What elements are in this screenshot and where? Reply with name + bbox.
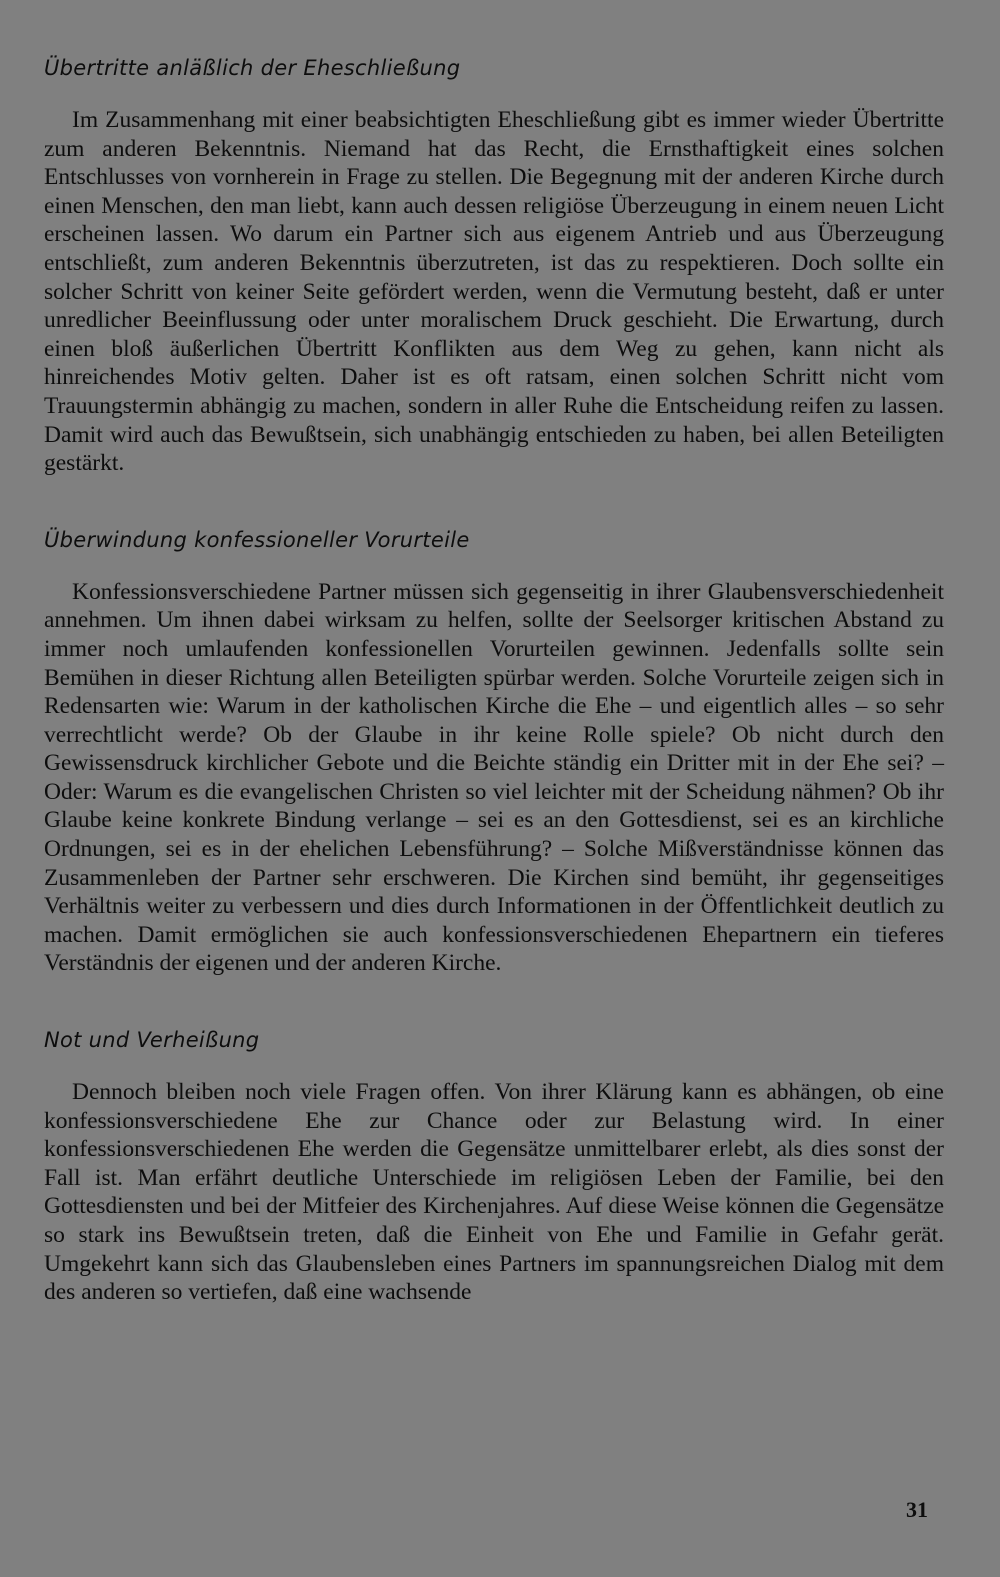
section-heading: Not und Verheißung xyxy=(44,1028,260,1053)
section-paragraph: Im Zusammenhang mit einer beabsichtigten Eheschließung gibt es immer wieder Übertritte zum anderen Bekenntnis. Niemand hat das Recht, die Ernsthaftigkeit eines solchen Entschlusses von vornherein in Frage zu stellen. Die Begegnung mit der anderen Kirche durch einen Menschen, den man liebt, kann auch dessen religiöse Überzeugung in einem neuen Licht erscheinen lassen. Wo darum ein Partner sich aus eigenem Antrieb und aus Überzeugung entschließt, zum anderen Bekenntnis überzutreten, ist das zu respektieren. Doch sollte ein solcher Schritt von keiner Seite gefördert werden, wenn die Vermutung besteht, daß er unter unredlicher Beeinflussung oder unter moralischem Druck geschieht. Die Erwartung, durch einen bloß äußerlichen Übertritt Konflikten aus dem Weg zu gehen, kann nicht als hinreichendes Motiv gelten. Daher ist es oft ratsam, einen solchen Schritt nicht vom Trauungstermin abhängig zu machen, sondern in aller Ruhe die Entscheidung reifen zu lassen. Damit wird auch das Bewußtsein, sich unabhängig entschieden zu haben, bei allen Beteiligten gestärkt. xyxy=(44,107,944,477)
section-paragraph: Dennoch bleiben noch viele Fragen offen. Von ihrer Klärung kann es abhängen, ob eine konfessionsverschiedene Ehe zur Chance oder zur Belastung wird. In einer konfessionsverschiedenen Ehe werden die Gegensätze unmittelbarer erlebt, als dies sonst der Fall ist. Man erfährt deutliche Unterschiede im religiösen Leben der Familie, bei den Gottesdiensten und bei der Mitfeier des Kirchenjahres. Auf diese Weise können die Gegensätze so stark ins Bewußtsein treten, daß die Einheit von Ehe und Familie in Gefahr gerät. Umgekehrt kann sich das Glaubensleben eines Partners im spannungsreichen Dialog mit dem des anderen so vertiefen, daß eine wachsende xyxy=(44,1079,944,1306)
page-number: 31 xyxy=(906,1497,928,1522)
section-heading: Überwindung konfessioneller Vorurteile xyxy=(44,527,470,552)
section-paragraph: Konfessionsverschiedene Partner müssen sich gegenseitig in ihrer Glaubensverschiedenheit annehmen. Um ihnen dabei wirksam zu helfen, sollte der Seelsorger kritischen Abstand zu immer noch umlaufenden konfessionellen Vorurteilen gewinnen. Jedenfalls sollte sein Bemühen in dieser Richtung allen Beteiligten spürbar werden. Solche Vorurteile zeigen sich in Redensarten wie: Warum in der katholischen Kirche die Ehe – und eigentlich alles – so sehr verrechtlicht werde? Ob der Glaube in ihr keine Rolle spiele? Ob nicht durch den Gewissensdruck kirchlicher Gebote und die Beichte ständig ein Dritter mit in der Ehe sei? – Oder: Warum es die evangelischen Christen so viel leichter mit der Scheidung nähmen? Ob ihr Glaube keine konkrete Bindung verlange – sei es an den Gottesdienst, sei es an kirchliche Ordnungen, sei es in der ehelichen Lebensführung? – Solche Mißverständnisse können das Zusammenleben der Partner sehr erschweren. Die Kirchen sind bemüht, ihr gegenseitiges Verhältnis weiter zu verbessern und dies durch Informationen in der Öffentlichkeit deutlich zu machen. Damit ermöglichen sie auch konfessionsverschiedenen Ehepartnern ein tieferes Verständnis der eigenen und der anderen Kirche. xyxy=(44,578,944,977)
section-heading: Übertritte anläßlich der Eheschließung xyxy=(44,56,461,80)
section-vorurteile xyxy=(44,528,944,978)
page-body xyxy=(44,56,944,1307)
section-not-und-verheissung xyxy=(44,1028,944,1307)
section-uebertritte xyxy=(44,56,944,478)
